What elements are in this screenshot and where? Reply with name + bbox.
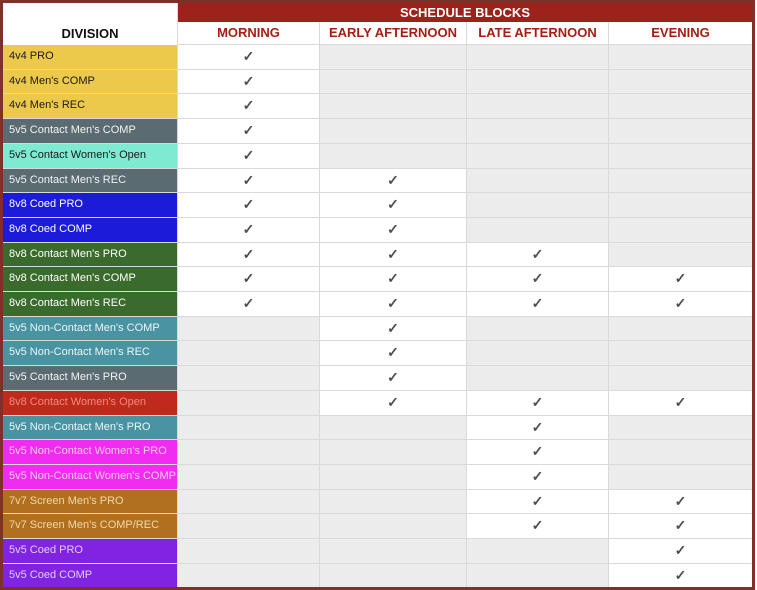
check-icon: ✓: [242, 48, 255, 64]
schedule-check-cell: [320, 267, 467, 292]
check-icon: ✓: [387, 196, 399, 213]
schedule-empty-cell: [320, 94, 467, 119]
schedule-check-cell: [178, 119, 320, 144]
check-icon: ✓: [242, 97, 255, 114]
schedule-check-cell: [467, 464, 609, 489]
schedule-empty-cell: [178, 390, 320, 415]
check-icon: ✓: [242, 72, 255, 89]
check-icon: ✓: [531, 245, 544, 262]
check-icon: ✓: [387, 245, 399, 262]
schedule-empty-cell: [467, 69, 609, 94]
check-icon: ✓: [387, 270, 399, 287]
check-icon: ✓: [387, 171, 399, 188]
schedule-empty-cell: [609, 45, 754, 70]
table-row: [2, 415, 754, 440]
table-row: [2, 242, 754, 267]
schedule-check-cell: [467, 390, 609, 415]
schedule-check-cell: [467, 415, 609, 440]
column-header-late-afternoon: LATE AFTERNOON: [467, 22, 609, 45]
division-label: 5v5 Contact Women's Open: [2, 143, 178, 168]
division-label: 5v5 Non-Contact Men's REC: [2, 341, 178, 366]
schedule-empty-cell: [609, 143, 754, 168]
table-row: [2, 464, 754, 489]
schedule-check-cell: [178, 267, 320, 292]
division-label: 5v5 Coed PRO: [2, 539, 178, 564]
schedule-check-cell: [178, 45, 320, 70]
check-icon: ✓: [531, 492, 544, 509]
check-icon: ✓: [242, 146, 255, 163]
schedule-empty-cell: [178, 415, 320, 440]
schedule-check-cell: [320, 292, 467, 317]
table-row: [2, 539, 754, 564]
division-label: 8v8 Coed COMP: [2, 217, 178, 242]
schedule-empty-cell: [609, 366, 754, 391]
column-header-evening: EVENING: [609, 22, 754, 45]
schedule-empty-cell: [178, 489, 320, 514]
schedule-empty-cell: [178, 563, 320, 589]
schedule-empty-cell: [467, 45, 609, 70]
schedule-empty-cell: [178, 440, 320, 465]
division-label: 5v5 Contact Men's PRO: [2, 366, 178, 391]
schedule-empty-cell: [178, 539, 320, 564]
division-label: 5v5 Non-Contact Men's COMP: [2, 316, 178, 341]
division-label: 5v5 Non-Contact Men's PRO: [2, 415, 178, 440]
schedule-blocks-banner: SCHEDULE BLOCKS: [178, 2, 754, 23]
schedule-check-cell: [320, 217, 467, 242]
schedule-check-cell: [609, 267, 754, 292]
check-icon: ✓: [531, 467, 544, 484]
division-label: 7v7 Screen Men's COMP/REC: [2, 514, 178, 539]
schedule-empty-cell: [467, 217, 609, 242]
schedule-empty-cell: [320, 45, 467, 70]
check-icon: ✓: [674, 517, 687, 534]
check-icon: ✓: [242, 171, 255, 188]
schedule-check-cell: [609, 489, 754, 514]
check-icon: ✓: [674, 270, 687, 287]
check-icon: ✓: [531, 443, 544, 460]
table-row: [2, 168, 754, 193]
table-row: [2, 267, 754, 292]
division-label: 8v8 Coed PRO: [2, 193, 178, 218]
schedule-check-cell: [178, 94, 320, 119]
schedule-empty-cell: [609, 316, 754, 341]
schedule-empty-cell: [609, 464, 754, 489]
schedule-check-cell: [178, 69, 320, 94]
check-icon: ✓: [242, 295, 255, 312]
table-row: [2, 94, 754, 119]
schedule-empty-cell: [467, 168, 609, 193]
schedule-empty-cell: [609, 168, 754, 193]
division-label: 5v5 Coed COMP: [2, 563, 178, 589]
check-icon: ✓: [531, 270, 544, 287]
check-icon: ✓: [242, 245, 255, 262]
schedule-check-cell: [320, 341, 467, 366]
table-row: [2, 341, 754, 366]
division-label: 8v8 Contact Men's REC: [2, 292, 178, 317]
schedule-empty-cell: [609, 119, 754, 144]
division-label: 8v8 Contact Women's Open: [2, 390, 178, 415]
schedule-check-cell: [609, 390, 754, 415]
division-label: 5v5 Contact Men's REC: [2, 168, 178, 193]
schedule-empty-cell: [178, 366, 320, 391]
table-row: [2, 217, 754, 242]
schedule-check-cell: [178, 292, 320, 317]
schedule-empty-cell: [609, 94, 754, 119]
check-icon: ✓: [387, 344, 399, 361]
schedule-check-cell: [320, 316, 467, 341]
check-icon: ✓: [674, 492, 687, 509]
schedule-check-cell: [609, 292, 754, 317]
check-icon: ✓: [674, 295, 687, 312]
schedule-check-cell: [467, 267, 609, 292]
schedule-check-cell: [467, 440, 609, 465]
schedule-empty-cell: [178, 464, 320, 489]
check-icon: ✓: [242, 196, 255, 213]
schedule-check-cell: [609, 563, 754, 589]
table-row: [2, 292, 754, 317]
schedule-empty-cell: [609, 193, 754, 218]
schedule-empty-cell: [178, 341, 320, 366]
division-label: 5v5 Contact Men's COMP: [2, 119, 178, 144]
check-icon: ✓: [531, 418, 544, 435]
division-column-header: DIVISION: [2, 2, 178, 45]
check-icon: ✓: [242, 122, 255, 139]
check-icon: ✓: [387, 369, 399, 386]
table-row: [2, 514, 754, 539]
schedule-empty-cell: [320, 514, 467, 539]
check-icon: ✓: [674, 566, 687, 583]
check-icon: ✓: [531, 295, 544, 312]
division-table-body: [2, 45, 754, 589]
column-header-early-afternoon: EARLY AFTERNOON: [320, 22, 467, 45]
check-icon: ✓: [387, 220, 399, 237]
schedule-check-cell: [467, 489, 609, 514]
schedule-check-cell: [178, 242, 320, 267]
schedule-empty-cell: [320, 143, 467, 168]
schedule-empty-cell: [467, 366, 609, 391]
division-label: 4v4 Men's REC: [2, 94, 178, 119]
schedule-table-header: [2, 2, 754, 45]
schedule-empty-cell: [467, 539, 609, 564]
division-label: 8v8 Contact Men's COMP: [2, 267, 178, 292]
table-row: [2, 193, 754, 218]
schedule-empty-cell: [609, 341, 754, 366]
table-row: [2, 489, 754, 514]
division-label: 4v4 Men's COMP: [2, 69, 178, 94]
schedule-check-cell: [320, 366, 467, 391]
schedule-empty-cell: [320, 69, 467, 94]
schedule-empty-cell: [609, 217, 754, 242]
table-row: [2, 316, 754, 341]
schedule-empty-cell: [467, 143, 609, 168]
schedule-empty-cell: [178, 316, 320, 341]
division-label: 5v5 Non-Contact Women's COMP: [2, 464, 178, 489]
table-row: [2, 45, 754, 70]
schedule-empty-cell: [467, 563, 609, 589]
schedule-empty-cell: [609, 440, 754, 465]
schedule-check-cell: [609, 514, 754, 539]
division-label: 5v5 Non-Contact Women's PRO: [2, 440, 178, 465]
table-row: [2, 119, 754, 144]
division-label: 8v8 Contact Men's PRO: [2, 242, 178, 267]
schedule-empty-cell: [320, 119, 467, 144]
check-icon: ✓: [674, 542, 687, 559]
division-label: 7v7 Screen Men's PRO: [2, 489, 178, 514]
column-header-morning: MORNING: [178, 22, 320, 45]
schedule-empty-cell: [467, 193, 609, 218]
check-icon: ✓: [531, 393, 544, 410]
table-row: [2, 366, 754, 391]
schedule-empty-cell: [467, 341, 609, 366]
schedule-empty-cell: [320, 464, 467, 489]
schedule-empty-cell: [320, 489, 467, 514]
table-row: [2, 143, 754, 168]
check-icon: ✓: [387, 319, 399, 336]
schedule-check-cell: [609, 539, 754, 564]
table-row: [2, 563, 754, 589]
schedule-check-cell: [178, 143, 320, 168]
division-label: 4v4 PRO: [2, 45, 178, 70]
table-row: [2, 440, 754, 465]
check-icon: ✓: [387, 393, 399, 410]
schedule-empty-cell: [320, 415, 467, 440]
schedule-empty-cell: [178, 514, 320, 539]
check-icon: ✓: [387, 295, 399, 312]
schedule-empty-cell: [609, 242, 754, 267]
schedule-empty-cell: [609, 69, 754, 94]
table-row: [2, 390, 754, 415]
check-icon: ✓: [242, 270, 255, 287]
schedule-check-cell: [467, 514, 609, 539]
schedule-empty-cell: [320, 440, 467, 465]
schedule-empty-cell: [320, 563, 467, 589]
schedule-check-cell: [178, 168, 320, 193]
schedule-check-cell: [320, 242, 467, 267]
schedule-empty-cell: [467, 316, 609, 341]
schedule-check-cell: [467, 242, 609, 267]
schedule-check-cell: [320, 193, 467, 218]
table-row: [2, 69, 754, 94]
schedule-check-cell: [320, 168, 467, 193]
schedule-empty-cell: [320, 539, 467, 564]
schedule-empty-cell: [467, 94, 609, 119]
schedule-check-cell: [178, 217, 320, 242]
check-icon: ✓: [674, 393, 687, 410]
schedule-check-cell: [178, 193, 320, 218]
schedule-empty-cell: [467, 119, 609, 144]
check-icon: ✓: [242, 220, 255, 237]
schedule-check-cell: [320, 390, 467, 415]
schedule-check-cell: [467, 292, 609, 317]
check-icon: ✓: [531, 517, 544, 534]
schedule-empty-cell: [609, 415, 754, 440]
